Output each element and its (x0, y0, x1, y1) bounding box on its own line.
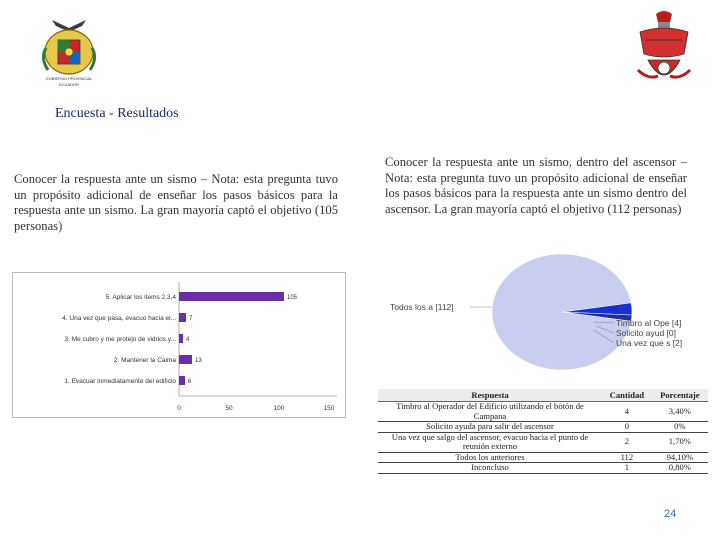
cell-porcentaje: 3,40% (652, 402, 708, 422)
bar-category-label: 1. Evacuar inmediatamente del edificio (64, 378, 176, 385)
cell-respuesta: Solicito ayuda para salir del ascensor (378, 422, 602, 433)
bar-category-label: 2. Mantener la Calma (113, 357, 176, 364)
bar-value-label: 7 (189, 316, 193, 322)
emblem-caption: GOBIERNO PROVINCIAL (45, 76, 93, 81)
table-row (378, 422, 708, 433)
cell-porcentaje: 0% (652, 422, 708, 433)
x-tick-label: 0 (177, 405, 181, 412)
bar (179, 334, 183, 343)
cell-cantidad: 4 (602, 402, 652, 422)
pie-slice-label: Solicito ayud [0] (616, 328, 677, 338)
x-tick-label: 50 (225, 405, 233, 412)
cell-respuesta: Timbro al Operador del Edificio utilizando el botón de Campana (378, 402, 602, 422)
table-row (378, 463, 708, 474)
header-porcentaje: Porcentaje (652, 389, 708, 402)
results-table (378, 389, 708, 474)
cell-cantidad: 0 (602, 422, 652, 433)
bar (179, 355, 192, 364)
bar (179, 292, 284, 301)
cell-porcentaje: 0,80% (652, 463, 708, 474)
pie-slice-label: Timbro al Ope [4] (616, 318, 682, 328)
earthquake-response-bar-chart (12, 272, 346, 418)
bar-category-label: 3. Me cubro y me protejo de vidrios y... (64, 336, 176, 343)
table-row (378, 402, 708, 422)
provincial-emblem-logo (38, 14, 100, 90)
table-header-row (378, 389, 708, 402)
cell-respuesta: Inconcluso (378, 463, 602, 474)
x-tick-label: 150 (323, 405, 335, 412)
elevator-response-pie-chart (384, 250, 704, 375)
header-cantidad: Cantidad (602, 389, 652, 402)
emblem-subcaption: ECUADOR (58, 82, 80, 87)
bar (179, 313, 186, 322)
bar-value-label: 105 (287, 295, 298, 301)
cell-porcentaje: 1,70% (652, 432, 708, 452)
page-number: 24 (664, 508, 677, 520)
cell-cantidad: 1 (602, 463, 652, 474)
bar-value-label: 6 (188, 379, 192, 385)
x-tick-label: 100 (273, 405, 285, 412)
fire-brigade-crest-logo (634, 10, 694, 90)
header-respuesta: Respuesta (378, 389, 602, 402)
table-row (378, 452, 708, 463)
bar-value-label: 4 (186, 337, 190, 343)
left-description: Conocer la respuesta ante un sismo – Nota: esta pregunta tuvo un propósito adicional de enseñar los pasos básicos para la respuesta ante un sismo. La gran mayoría captó el objetivo (105 personas) (14, 172, 338, 233)
cell-cantidad: 2 (602, 432, 652, 452)
pie-slice-label: Todos los a [112] (390, 302, 454, 312)
cell-respuesta: Todos los anteriores (378, 452, 602, 463)
pie-slice-label: Una vez que s [2] (616, 338, 683, 348)
table-row (378, 432, 708, 452)
page-title: Encuesta - Resultados (55, 106, 179, 121)
bar-value-label: 13 (195, 358, 202, 364)
cell-porcentaje: 94,10% (652, 452, 708, 463)
bar (179, 376, 185, 385)
right-description: Conocer la respuesta ante un sismo, dentro del ascensor – Nota: esta pregunta tuvo un propósito adicional de enseñar los pasos básicos para la respuesta ante un sismo dentro del ascensor. La gran mayoría captó el objetivo (112 personas) (385, 155, 687, 216)
cell-cantidad: 112 (602, 452, 652, 463)
cell-respuesta: Una vez que salgo del ascensor, evacuo hacia el punto de reunión externo (378, 432, 602, 452)
bar-category-label: 5. Aplicar los items 2,3,4 (105, 294, 176, 301)
bar-category-label: 4. Una vez que pasa, evacuo hacia el... (62, 315, 176, 322)
